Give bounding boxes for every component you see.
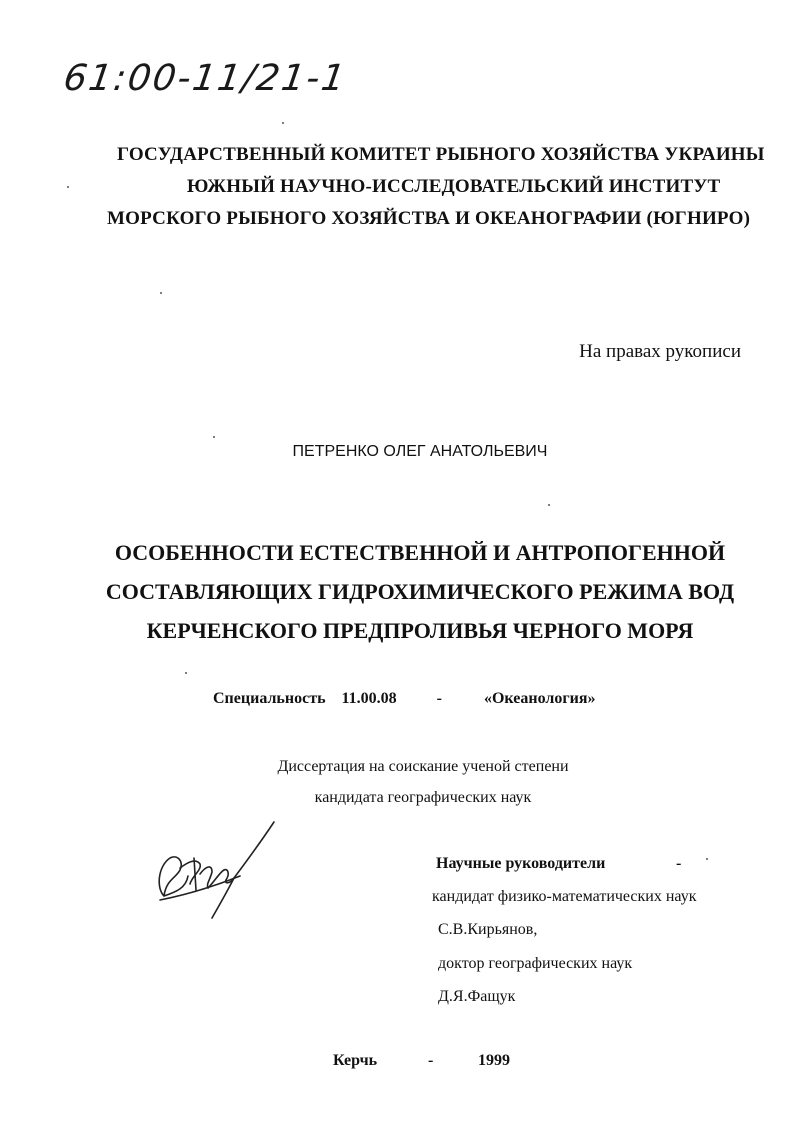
scan-speck <box>67 186 69 188</box>
title-line-3: КЕРЧЕНСКОГО ПРЕДПРОЛИВЬЯ ЧЕРНОГО МОРЯ <box>146 618 694 643</box>
supervisor-name-1: С.В.Кирьянов, <box>438 921 538 938</box>
specialty-row <box>213 690 595 708</box>
header-line-2: ЮЖНЫЙ НАУЧНО-ИССЛЕДОВАТЕЛЬСКИЙ ИНСТИТУТ <box>187 176 721 197</box>
specialty-name: «Океанология» <box>483 690 596 707</box>
supervisors-heading: Научные руководители <box>436 855 606 872</box>
specialty-code: 11.00.08 <box>341 690 397 707</box>
author-name: ПЕТРЕНКО ОЛЕГ АНАТОЛЬЕВИЧ <box>292 443 548 460</box>
header-line-1: ГОСУДАРСТВЕННЫЙ КОМИТЕТ РЫБНОГО ХОЗЯЙСТВА УКРАИНЫ <box>117 144 765 165</box>
dissertation-line-1: Диссертация на соискание ученой степени <box>277 758 569 775</box>
scan-speck <box>548 504 550 506</box>
scan-speck <box>185 672 187 674</box>
title-line-2: СОСТАВЛЯЮЩИХ ГИДРОХИМИЧЕСКОГО РЕЖИМА ВОД <box>105 579 735 604</box>
title-line-1: ОСОБЕННОСТИ ЕСТЕСТВЕННОЙ И АНТРОПОГЕННОЙ <box>114 540 726 565</box>
footer-year: 1999 <box>478 1052 510 1069</box>
header-line-3: МОРСКОГО РЫБНОГО ХОЗЯЙСТВА И ОКЕАНОГРАФИИ (ЮГНИРО) <box>107 208 751 229</box>
supervisor-degree-1: кандидат физико-математических наук <box>432 888 697 905</box>
scan-speck <box>160 292 162 294</box>
scan-speck <box>706 858 708 860</box>
handwritten-archive-code: 61:00-11/21-1 <box>61 58 350 99</box>
supervisors-dash: - <box>676 855 682 872</box>
scan-speck <box>282 122 284 124</box>
manuscript-rights: На правах рукописи <box>579 341 741 362</box>
specialty-dash: - <box>436 690 442 707</box>
dissertation-line-2: кандидата географических наук <box>314 789 532 806</box>
footer-dash: - <box>428 1052 434 1069</box>
signature <box>150 818 290 923</box>
footer-city: Керчь <box>333 1052 378 1069</box>
supervisor-degree-2: доктор географических наук <box>438 955 633 972</box>
scan-speck <box>213 436 215 438</box>
specialty-label: Специальность <box>213 690 326 707</box>
supervisor-name-2: Д.Я.Фащук <box>438 988 516 1005</box>
